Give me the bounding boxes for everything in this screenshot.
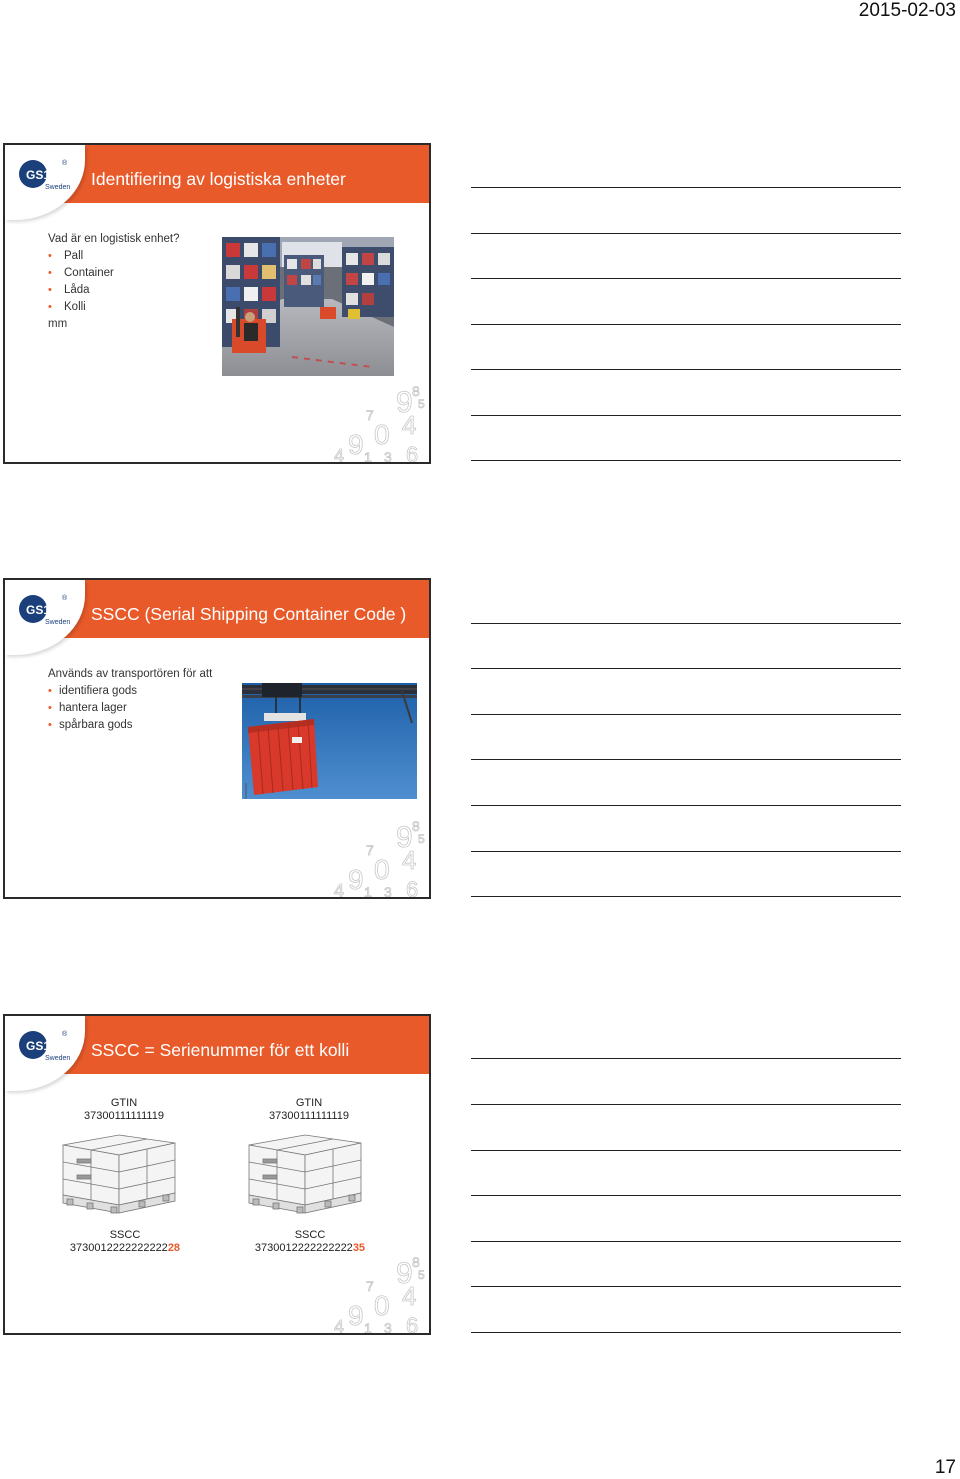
sscc-check-digits: 35: [352, 1242, 366, 1254]
slide-title: SSCC (Serial Shipping Container Code ): [91, 604, 407, 624]
svg-text:®: ®: [62, 595, 68, 602]
page-number: 17: [934, 1457, 956, 1478]
svg-text:3: 3: [384, 449, 392, 462]
outro-text: mm: [48, 318, 68, 330]
svg-text:8: 8: [412, 1254, 420, 1270]
number-watermark-icon: [334, 382, 429, 462]
note-line: [471, 324, 901, 325]
container-crane-photo: [242, 683, 417, 799]
note-line: [471, 714, 901, 715]
svg-text:9: 9: [396, 821, 413, 854]
svg-text:8: 8: [412, 818, 420, 834]
svg-text:4: 4: [402, 845, 417, 875]
slide-1: [3, 143, 431, 464]
svg-text:5: 5: [418, 832, 425, 846]
sscc-heading: SSCC: [109, 1229, 141, 1241]
list-item: • Kolli: [48, 299, 179, 316]
gs1-logo-icon: [17, 592, 77, 628]
list-item: • hantera lager: [48, 700, 212, 717]
note-line: [471, 896, 901, 897]
svg-text:7: 7: [366, 407, 374, 423]
svg-text:4: 4: [334, 446, 345, 462]
note-line: [471, 233, 901, 234]
bullet-list: [48, 683, 212, 734]
svg-text:0: 0: [374, 854, 390, 885]
svg-text:9: 9: [348, 1300, 364, 1331]
svg-text:8: 8: [412, 383, 420, 399]
note-line: [471, 759, 901, 760]
svg-text:0: 0: [374, 1290, 390, 1321]
gs1-logo-icon: [17, 157, 77, 193]
svg-text:6: 6: [406, 1313, 419, 1333]
note-line: [471, 460, 901, 461]
logo-area: [5, 145, 85, 220]
note-line: [471, 369, 901, 370]
svg-text:4: 4: [402, 1281, 417, 1311]
slide-2: [3, 578, 431, 899]
sscc-label: [240, 1229, 380, 1255]
svg-text:®: ®: [62, 1031, 68, 1038]
note-line: [471, 187, 901, 188]
svg-text:9: 9: [396, 1257, 413, 1290]
pallet-icon: [59, 1129, 179, 1217]
page-date: 2015-02-03: [858, 0, 956, 21]
number-watermark-icon: [334, 1253, 429, 1333]
sscc-base: 3730012222222222: [69, 1242, 168, 1254]
svg-text:GS1: GS1: [26, 603, 51, 617]
gs1-logo-icon: [17, 1028, 77, 1064]
list-item: • Pall: [48, 248, 179, 265]
note-line: [471, 1286, 901, 1287]
note-line: [471, 623, 901, 624]
svg-text:Sweden: Sweden: [45, 184, 71, 191]
note-line: [471, 805, 901, 806]
logo-area: [5, 1016, 85, 1091]
note-line: [471, 1150, 901, 1151]
sscc-value: [55, 1242, 195, 1255]
svg-text:1: 1: [364, 1320, 372, 1333]
number-watermark-icon: [334, 817, 429, 897]
list-item: • identifiera gods: [48, 683, 212, 700]
list-item: • Container: [48, 265, 179, 282]
svg-text:4: 4: [402, 410, 417, 440]
note-line: [471, 415, 901, 416]
intro-text: Vad är en logistisk enhet?: [48, 233, 180, 245]
note-line: [471, 1058, 901, 1059]
gtin-label: [65, 1097, 183, 1123]
svg-text:6: 6: [406, 442, 419, 462]
sscc-base: 3730012222222222: [254, 1242, 353, 1254]
svg-text:5: 5: [418, 1268, 425, 1282]
logo-area: [5, 580, 85, 655]
note-line: [471, 1104, 901, 1105]
sscc-label: [55, 1229, 195, 1255]
svg-text:3: 3: [384, 884, 392, 897]
note-line: [471, 278, 901, 279]
note-line: [471, 1195, 901, 1196]
gtin-label: [250, 1097, 368, 1123]
svg-text:GS1: GS1: [26, 1039, 51, 1053]
svg-text:9: 9: [396, 386, 413, 419]
gtin-heading: GTIN: [295, 1097, 323, 1109]
sscc-check-digits: 28: [167, 1242, 181, 1254]
bullet-list: [48, 248, 179, 316]
svg-text:7: 7: [366, 1278, 374, 1294]
svg-text:Sweden: Sweden: [45, 1055, 71, 1062]
svg-text:®: ®: [62, 160, 68, 167]
svg-text:1: 1: [364, 449, 372, 462]
svg-text:9: 9: [348, 429, 364, 460]
sscc-heading: SSCC: [294, 1229, 326, 1241]
svg-text:3: 3: [384, 1320, 392, 1333]
note-line: [471, 851, 901, 852]
svg-text:Sweden: Sweden: [45, 619, 71, 626]
warehouse-photo: [222, 237, 394, 376]
svg-text:0: 0: [374, 419, 390, 450]
slide-title: SSCC = Serienummer för ett kolli: [91, 1040, 350, 1060]
slide-body: [48, 231, 179, 333]
svg-text:GS1: GS1: [26, 168, 51, 182]
note-line: [471, 1332, 901, 1333]
slide-body: [48, 666, 212, 734]
svg-text:7: 7: [366, 842, 374, 858]
intro-text: Används av transportören för att: [48, 668, 213, 680]
list-item: • spårbara gods: [48, 717, 212, 734]
svg-text:6: 6: [406, 877, 419, 897]
list-item: • Låda: [48, 282, 179, 299]
gtin-value: 37300111111119: [84, 1110, 164, 1122]
gtin-value: 37300111111119: [269, 1110, 349, 1122]
svg-text:5: 5: [418, 397, 425, 411]
svg-text:1: 1: [364, 884, 372, 897]
note-line: [471, 668, 901, 669]
pallet-icon: [245, 1129, 365, 1217]
slide-3: [3, 1014, 431, 1335]
svg-text:9: 9: [348, 864, 364, 895]
note-line: [471, 1241, 901, 1242]
svg-text:4: 4: [334, 1317, 345, 1333]
slide-title: Identifiering av logistiska enheter: [91, 169, 346, 189]
gtin-heading: GTIN: [110, 1097, 138, 1109]
svg-text:4: 4: [334, 881, 345, 897]
